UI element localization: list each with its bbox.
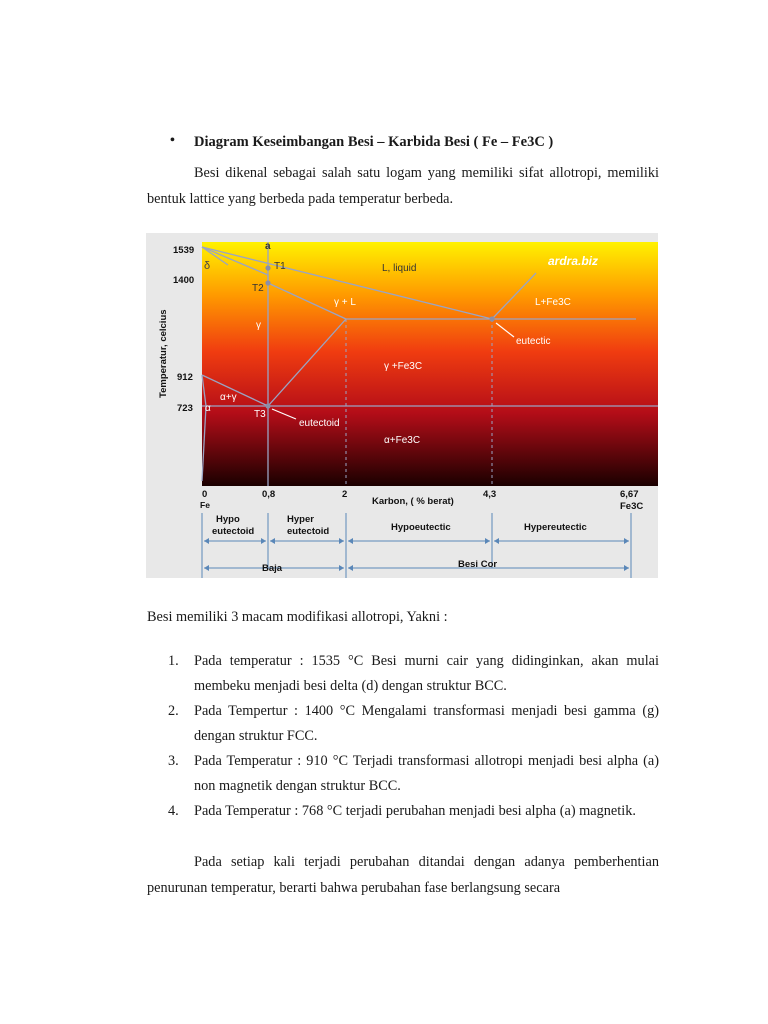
iron-carbon-phase-diagram xyxy=(146,233,658,578)
x-tick-4-3: 4,3 xyxy=(483,489,497,500)
list-text: Pada temperatur : 1535 °C Besi murni cair yang didinginkan, akan mulai membeku menjadi besi delta (d) dengan struktur BCC. xyxy=(194,653,659,694)
paragraph-intro: Besi dikenal sebagai salah satu logam yang memiliki sifat allotropi, memiliki bentuk lattice yang berbeda pada temperatur berbeda. xyxy=(147,165,659,207)
label-hypereutectic: Hypereutectic xyxy=(524,522,587,533)
region-gamma: γ xyxy=(256,320,261,331)
label-eutectic: eutectic xyxy=(516,336,551,347)
list-item xyxy=(147,699,659,749)
region-liquid: L, liquid xyxy=(382,263,417,274)
heading-text: Diagram Keseimbangan Besi – Karbida Besi ( Fe – Fe3C ) xyxy=(194,134,554,150)
x-axis-label: Karbon, ( % berat) xyxy=(372,496,454,507)
region-gamma-fe3c: γ +Fe3C xyxy=(384,361,423,372)
list-text: Pada Temperatur : 910 °C Terjadi transformasi allotropi menjadi besi alpha (a) non magnetik dengan struktur BCC. xyxy=(194,753,659,794)
region-alpha-fe3c: α+Fe3C xyxy=(384,435,421,446)
label-eutectoid: eutectoid xyxy=(299,418,340,429)
paragraph-closing: Pada setiap kali terjadi perubahan ditandai dengan adanya pemberhentian penurunan temperatur, berarti bahwa perubahan fase berlangsung secara xyxy=(147,854,659,896)
label-hypo-eutectoid: eutectoid xyxy=(212,526,255,537)
label-hyper-eutectoid: eutectoid xyxy=(287,526,330,537)
y-tick-1400: 1400 xyxy=(173,275,195,286)
point-t2: T2 xyxy=(252,283,264,294)
list-number: 4. xyxy=(168,803,179,819)
watermark: ardra.biz xyxy=(548,254,599,268)
list-text: Pada Tempertur : 1400 °C Mengalami transformasi menjadi besi gamma (g) dengan struktur FCC. xyxy=(194,703,659,744)
list-item xyxy=(147,799,659,824)
x-tick-0: 0 xyxy=(202,489,208,500)
region-delta: δ xyxy=(204,260,211,272)
list-number: 2. xyxy=(168,703,179,719)
label-hyper: Hyper xyxy=(287,514,314,525)
region-gamma-l: γ + L xyxy=(334,297,356,308)
x-tick-0-8: 0,8 xyxy=(262,489,276,500)
point-a: a xyxy=(265,241,271,252)
x-tick-6-67: 6,67 xyxy=(620,489,639,500)
x-sub-fe3c: Fe3C xyxy=(620,501,644,512)
region-alpha: α xyxy=(205,403,211,414)
y-tick-723: 723 xyxy=(177,403,193,414)
x-sub-fe: Fe xyxy=(200,500,210,510)
x-tick-2: 2 xyxy=(342,489,348,500)
y-axis-label: Temperatur, celcius xyxy=(158,309,169,398)
y-tick-1539: 1539 xyxy=(173,245,195,256)
list-item xyxy=(147,649,659,699)
label-besi-cor: Besi Cor xyxy=(458,559,498,570)
plot-area xyxy=(202,242,658,486)
list-text: Pada Temperatur : 768 °C terjadi perubahan menjadi besi alpha (a) magnetik. xyxy=(194,803,636,819)
label-hypo: Hypo xyxy=(216,514,240,525)
allotropy-list xyxy=(147,649,659,824)
point-t1: T1 xyxy=(274,261,286,272)
list-number: 3. xyxy=(168,753,179,769)
bullet-icon: • xyxy=(170,133,175,148)
region-l-fe3c: L+Fe3C xyxy=(535,297,571,308)
label-hypoeutectic: Hypoeutectic xyxy=(391,522,451,533)
region-alpha-gamma: α+γ xyxy=(220,392,237,403)
label-baja: Baja xyxy=(262,563,283,574)
list-item xyxy=(147,749,659,799)
allotropy-intro: Besi memiliki 3 macam modifikasi allotropi, Yakni : xyxy=(147,609,448,625)
y-tick-912: 912 xyxy=(177,372,193,383)
list-number: 1. xyxy=(168,653,179,669)
point-t3: T3 xyxy=(254,409,266,420)
phase-diagram-svg xyxy=(146,233,658,578)
